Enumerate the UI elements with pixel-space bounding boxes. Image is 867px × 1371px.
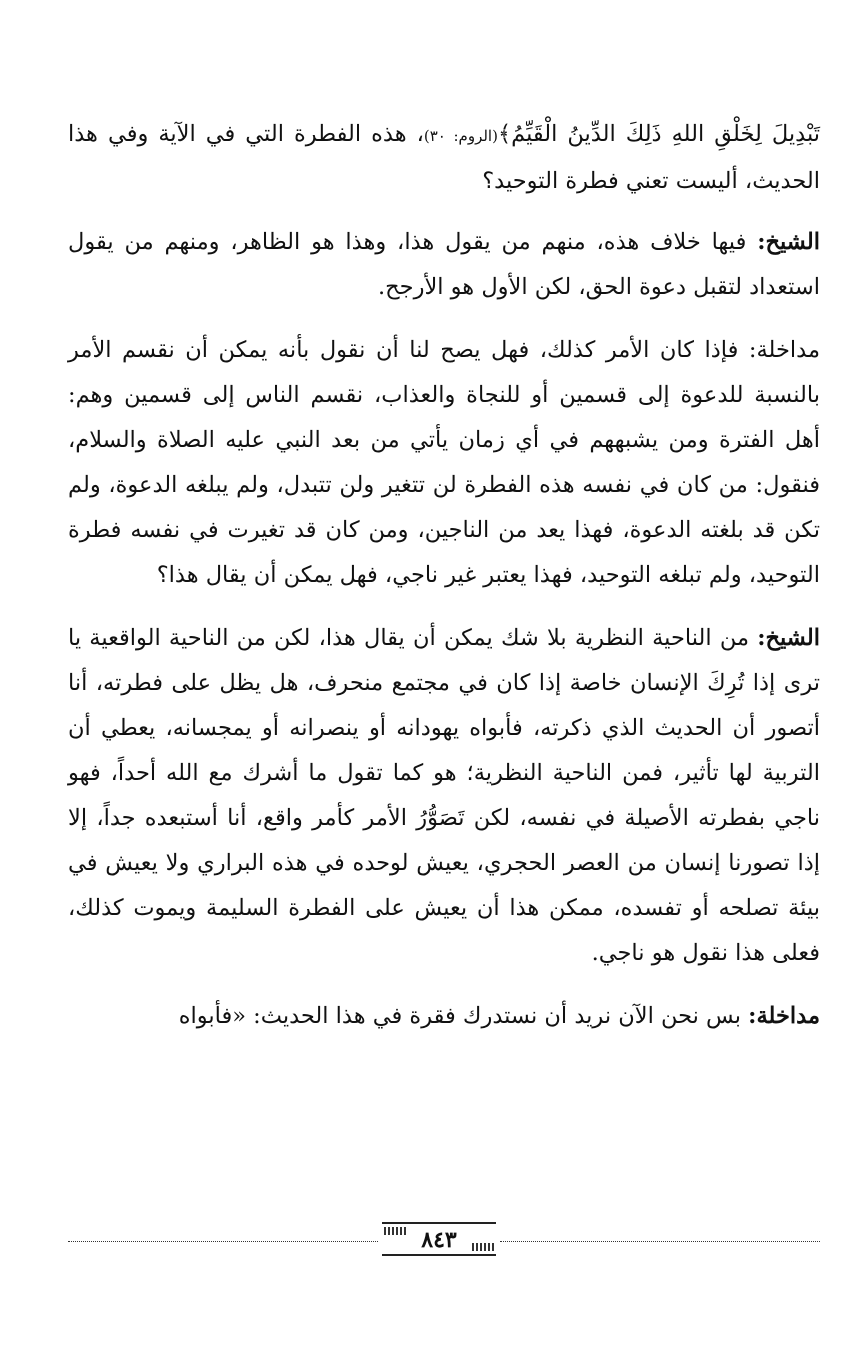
speaker-label: مداخلة: bbox=[748, 1003, 820, 1029]
paragraph-sheikh-answer-2 bbox=[68, 616, 820, 976]
footer-dotted-rule-left bbox=[68, 1241, 378, 1242]
quran-verse: تَبْدِيلَ لِخَلْقِ اللهِ ذَلِكَ الدِّينُ الْقَيِّمُ﴾ bbox=[497, 121, 821, 147]
paragraph-text: بس نحن الآن نريد أن نستدرك فقرة في هذا الحديث: «فأبواه bbox=[178, 1003, 749, 1029]
paragraph-text: فإذا كان الأمر كذلك، فهل يصح لنا أن نقول بأنه يمكن أن نقسم الأمر بالنسبة للدعوة إلى قسمين أو للنجاة والعذاب، نقسم الناس إلى قسمين وهم: أهل الفترة ومن يشبههم في أي زمان يأتي من بعد النبي عليه الصلاة والسلام، فنقول: من كان في نفسه هذه الفطرة لن تتغير ولن تتبدل، ولم يبلغه الدعوة، ولم تكن قد بلغته الدعوة، فهذا يعد من الناجين، ومن كان قد تغيرت في نفسه فطرة التوحيد، ولم تبلغه التوحيد، فهذا يعتبر غير ناجي، فهل يمكن أن يقال هذا؟ bbox=[68, 337, 820, 588]
paragraph-text: ، هذه الفطرة التي في الآية وفي هذا الحديث، أليست تعني فطرة التوحيد؟ bbox=[68, 121, 820, 194]
paragraph-sheikh-answer-1 bbox=[68, 220, 820, 310]
speaker-label: الشيخ: bbox=[757, 229, 820, 255]
speaker-label: الشيخ: bbox=[757, 625, 820, 651]
paragraph-intervention-2 bbox=[68, 994, 820, 1039]
paragraph-text: من الناحية النظرية بلا شك يمكن أن يقال هذا، لكن من الناحية الواقعية يا ترى إذا تُرِكَ الإنسان خاصة إذا كان في مجتمع منحرف، هل يظل على فطرته، أنا أتصور أن الحديث الذي ذكرته، فأبواه يهودانه أو ينصرانه أو يمجسانه، يعطي أن التربية لها تأثير، فمن الناحية النظرية؛ هو كما تقول ما أشرك مع الله أحداً، فهو ناجي بفطرته الأصيلة في نفسه، لكن تَصَوُّرُ الأمر كأمر واقع، أنا أستبعده جداً، إلا إذا تصورنا إنسان من العصر الحجري، يعيش لوحده في هذه البراري ولا يعيش في بيئة تصلحه أو تفسده، ممكن هذا أن يعيش على الفطرة السليمة ويموت كذلك، فعلى هذا نقول هو ناجي. bbox=[68, 625, 820, 966]
verse-citation: (الروم: ٣٠) bbox=[423, 127, 498, 145]
paragraph-intervention-1 bbox=[68, 328, 820, 598]
page-footer bbox=[68, 1220, 820, 1260]
page-body bbox=[68, 112, 820, 1057]
page-number-frame bbox=[382, 1222, 496, 1256]
page-number: ٨٤٣ bbox=[421, 1227, 457, 1253]
footer-dotted-rule-right bbox=[500, 1241, 820, 1242]
speaker-label: مداخلة: bbox=[748, 337, 820, 363]
paragraph-text: فيها خلاف هذه، منهم من يقول هذا، وهذا هو الظاهر، ومنهم من يقول استعداد لتقبل دعوة الحق، لكن الأول هو الأرجح. bbox=[68, 229, 820, 300]
paragraph-question-continuation bbox=[68, 112, 820, 204]
